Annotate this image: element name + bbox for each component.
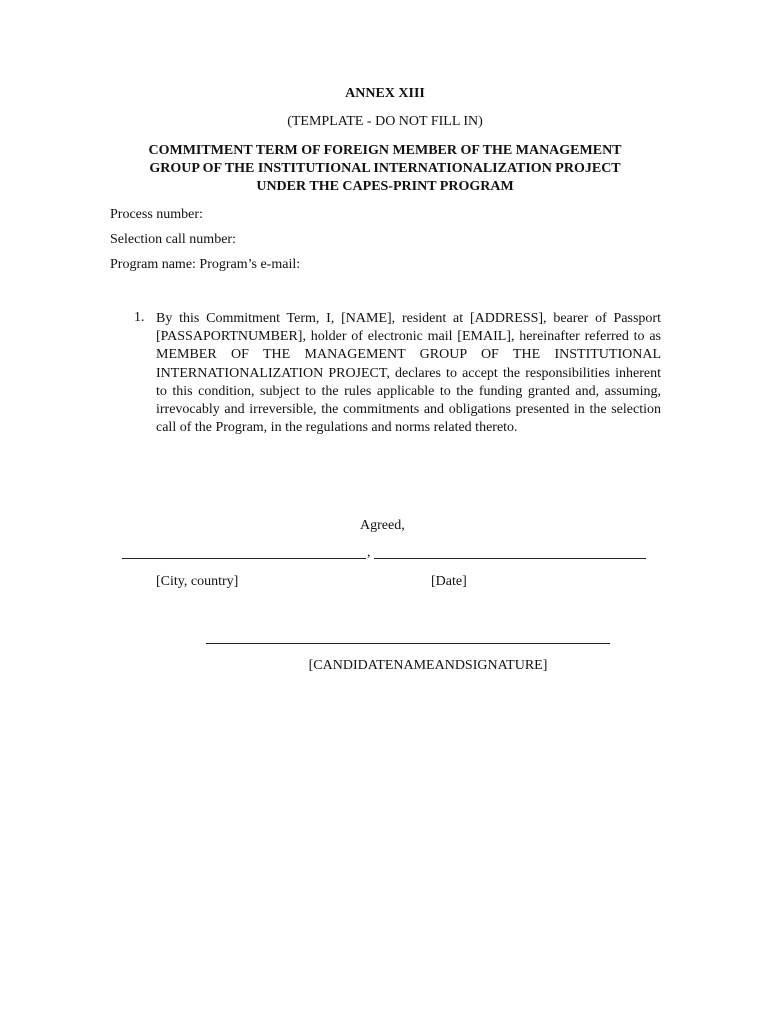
city-country-label: [City, country] [156, 574, 239, 589]
candidate-signature-line [206, 643, 610, 644]
title-line-2: GROUP OF THE INSTITUTIONAL INTERNATIONALIZATION PROJECT [149, 161, 621, 176]
selection-call-number-field: Selection call number: [110, 232, 236, 247]
candidate-name-signature-label: [CANDIDATENAMEANDSIGNATURE] [308, 658, 548, 673]
document-title [0, 142, 770, 196]
commitment-paragraph: By this Commitment Term, I, [NAME], resident at [ADDRESS], bearer of Passport [PASSAPORTNUMBER], holder of electronic mail [EMAIL], hereinafter referred to as MEMBER OF THE MANAGEMENT GROUP OF THE INSTITUTIONAL INTERNATIONALIZATION PROJECT, declares to accept the responsibilities inherent to this condition, subject to the rules applicable to the funding granted and, assuming, irrevocably and irreversible, the commitments and obligations presented in the selection call of the Program, in the regulations and norms related thereto. [156, 311, 661, 436]
template-note: (TEMPLATE - DO NOT FILL IN) [287, 114, 483, 129]
title-line-3: UNDER THE CAPES-PRINT PROGRAM [256, 179, 514, 194]
title-line-1: COMMITMENT TERM OF FOREIGN MEMBER OF THE MANAGEMENT [148, 143, 622, 158]
city-signature-line [122, 558, 366, 559]
program-name-email-field: Program name: Program’s e-mail: [110, 257, 301, 272]
date-label: [Date] [431, 574, 467, 589]
comma-separator: , [367, 545, 371, 560]
process-number-field: Process number: [110, 207, 203, 222]
date-signature-line [374, 558, 646, 559]
list-item-number: 1. [134, 310, 145, 325]
annex-heading: ANNEX XIII [345, 86, 425, 101]
agreed-text: Agreed, [360, 518, 405, 533]
